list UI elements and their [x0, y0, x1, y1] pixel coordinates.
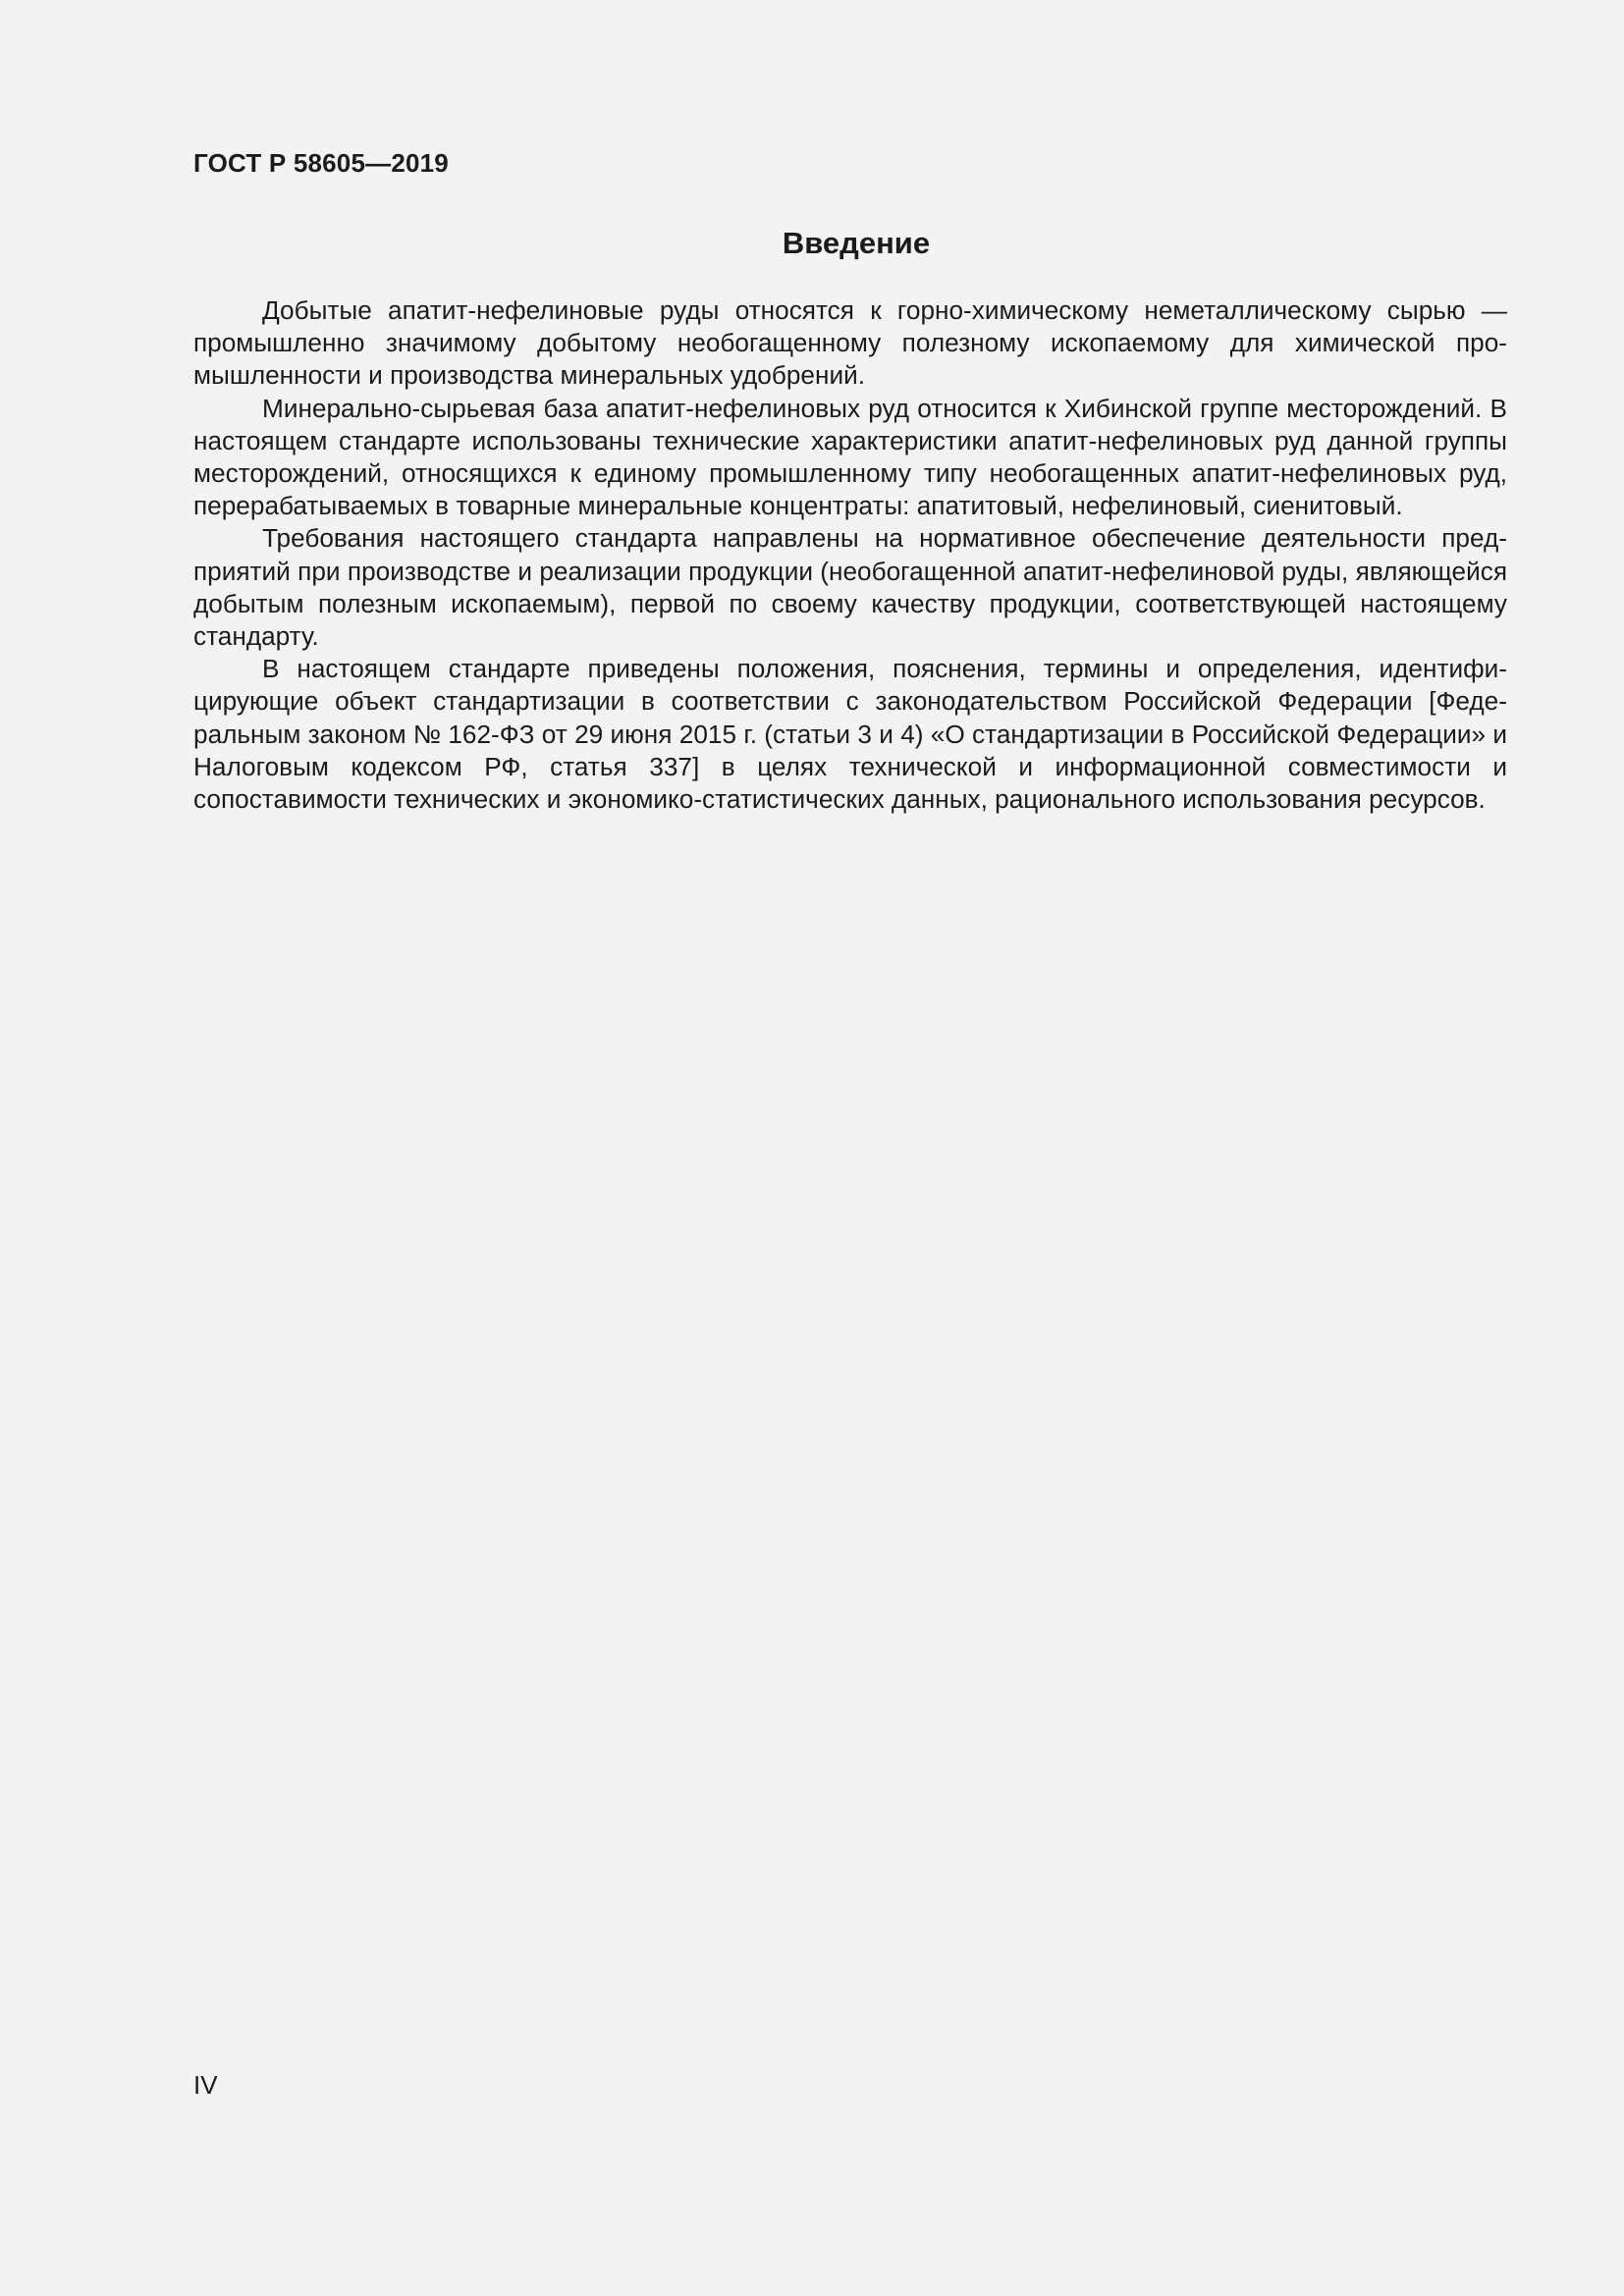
paragraph-1: Добытые апатит-нефелиновые руды относятся к горно-химическому неметаллическому сырью — промышленно значимому добытому необогащенному полезному ископаемому для химической промышленности и производства минеральных удобрений. [193, 295, 1507, 391]
introduction-body [193, 294, 1507, 816]
document-header-standard-id: ГОСТ Р 58605—2019 [193, 148, 449, 178]
paragraph-3: Требования настоящего стандарта направлены на нормативное обеспечение деятельности предприятий при производстве и реализации продукции (необогащенной апатит-нефелиновой руды, являющейся добытым полезным ископаемым), первой по своему качеству продукции, соответствующей настоящему стандарту. [193, 523, 1507, 652]
paragraph-4: В настоящем стандарте приведены положения, пояснения, термины и определения, идентифицирующие объект стандартизации в соответствии с законодательством Российской Федерации [Федеральным законом № 162-ФЗ от 29 июня 2015 г. (статьи 3 и 4) «О стандартизации в Российской Федерации» и Налоговым кодексом РФ, статья 337] в целях технической и информационной совместимости и сопоставимости технических и экономико-статистических данных, рационального использования ресурсов. [193, 654, 1507, 815]
page-number: IV [193, 2070, 218, 2100]
section-title: Введение [782, 226, 931, 260]
paragraph-2: Минерально-сырьевая база апатит-нефелиновых руд относится к Хибинской группе месторождений. В настоящем стандарте использованы технические характеристики апатит-нефелиновых руд данной группы месторождений, относящихся к единому промышленному типу необогащенных апатит-нефелиновых руд, перерабатываемых в товарные минеральные концентраты: апатитовый, нефелиновый, сиенитовый. [193, 393, 1507, 521]
